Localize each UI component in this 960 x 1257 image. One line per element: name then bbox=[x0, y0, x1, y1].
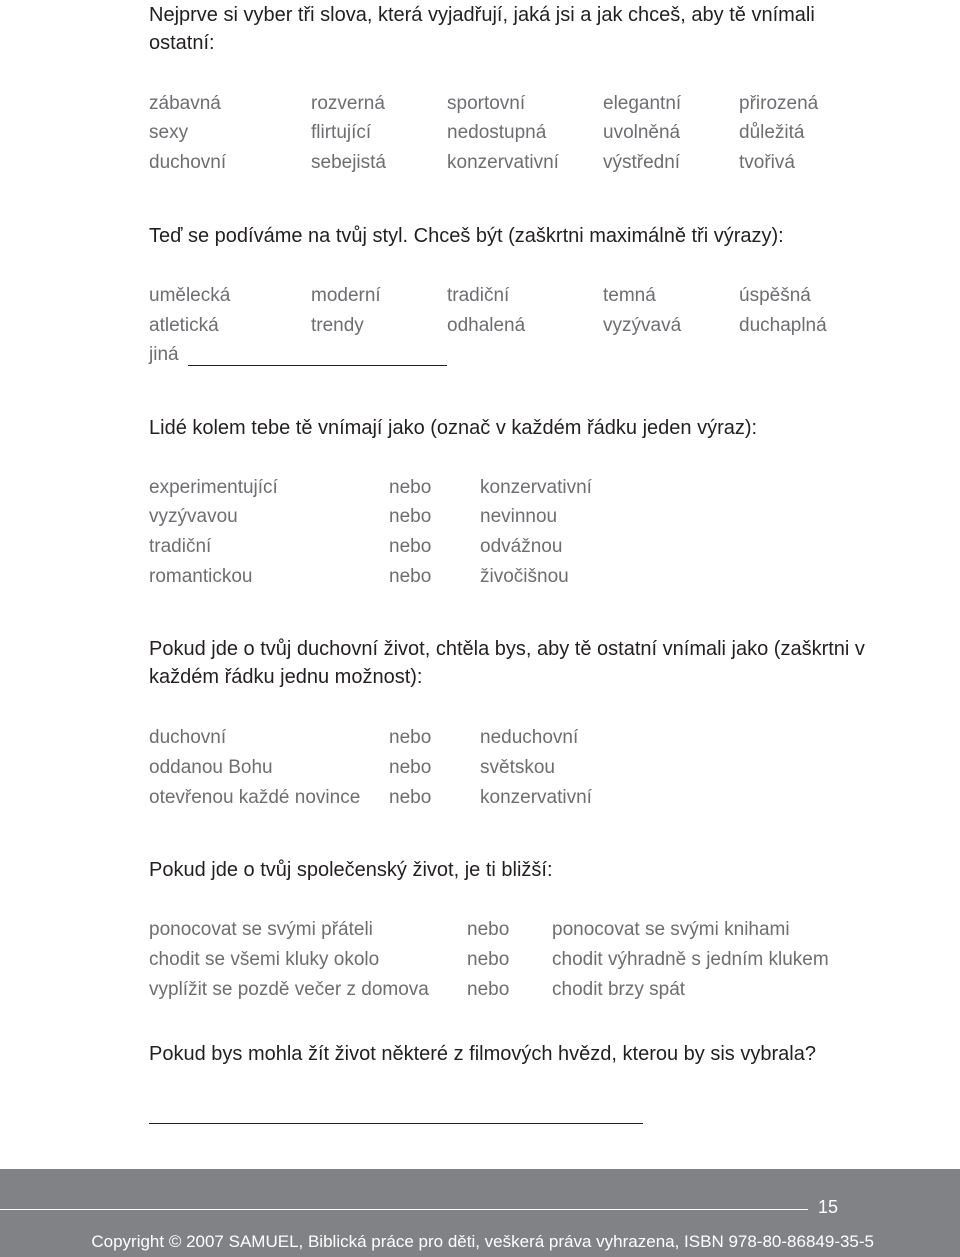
option-tradicni[interactable]: tradiční bbox=[149, 536, 212, 557]
option-zivocisnou[interactable]: živočišnou bbox=[480, 566, 569, 587]
option-experimentujici[interactable]: experimentující bbox=[149, 477, 278, 498]
option-moderni[interactable]: moderní bbox=[311, 285, 381, 306]
option-tvoriva[interactable]: tvořivá bbox=[739, 152, 795, 173]
option-elegantni[interactable]: elegantní bbox=[603, 93, 682, 114]
option-duchaplna[interactable]: duchaplná bbox=[739, 315, 827, 336]
option-sebejista[interactable]: sebejistá bbox=[311, 152, 386, 173]
option-vyzyvava[interactable]: vyzývavá bbox=[603, 315, 682, 336]
option-konzervativni[interactable]: konzervativní bbox=[480, 787, 592, 808]
separator-nebo: nebo bbox=[389, 477, 432, 498]
option-romantickou[interactable]: romantickou bbox=[149, 566, 253, 587]
option-temna[interactable]: temná bbox=[603, 285, 656, 306]
option-prirozena[interactable]: přirozená bbox=[739, 93, 819, 114]
option-otevrenou-kazde-novince[interactable]: otevřenou každé novince bbox=[149, 787, 361, 808]
question-spiritual-life: Pokud jde o tvůj duchovní život, chtěla bys, aby tě ostatní vnímali jako (zaškrtni v každém řádku jednu možnost): bbox=[149, 638, 865, 688]
option-flirtujici[interactable]: flirtující bbox=[311, 122, 372, 143]
option-zabavna[interactable]: zábavná bbox=[149, 93, 221, 114]
option-neduchovni[interactable]: neduchovní bbox=[480, 727, 579, 748]
footer-bar bbox=[0, 1169, 960, 1257]
option-konzervativni[interactable]: konzervativní bbox=[480, 477, 592, 498]
separator-nebo: nebo bbox=[389, 787, 432, 808]
option-umelecka[interactable]: umělecká bbox=[149, 285, 231, 306]
option-trendy[interactable]: trendy bbox=[311, 315, 364, 336]
separator-nebo: nebo bbox=[389, 536, 432, 557]
option-vystredni[interactable]: výstřední bbox=[603, 152, 681, 173]
option-rozverna[interactable]: rozverná bbox=[311, 93, 385, 114]
option-svetskou[interactable]: světskou bbox=[480, 757, 555, 778]
option-odhalena[interactable]: odhalená bbox=[447, 315, 526, 336]
option-oddanou-bohu[interactable]: oddanou Bohu bbox=[149, 757, 273, 778]
option-tradicni[interactable]: tradiční bbox=[447, 285, 510, 306]
question-social-life: Pokud jde o tvůj společenský život, je ti bližší: bbox=[149, 859, 553, 881]
option-vyzyvavou[interactable]: vyzývavou bbox=[149, 506, 238, 527]
question-perception: Lidé kolem tebe tě vnímají jako (označ v každém řádku jeden výraz): bbox=[149, 417, 758, 439]
option-ponocovat-s-knihami[interactable]: ponocovat se svými knihami bbox=[552, 919, 790, 940]
option-chodit-brzy-spat[interactable]: chodit brzy spát bbox=[552, 979, 686, 1000]
option-chodit-s-jednim[interactable]: chodit výhradně s jedním klukem bbox=[552, 949, 829, 970]
option-dulezita[interactable]: důležitá bbox=[739, 122, 805, 143]
film-star-answer-line[interactable] bbox=[149, 1123, 643, 1124]
question-style: Teď se podíváme na tvůj styl. Chceš být (zaškrtni maximálně tři výrazy): bbox=[149, 225, 784, 247]
option-sportovni[interactable]: sportovní bbox=[447, 93, 526, 114]
separator-nebo: nebo bbox=[467, 919, 510, 940]
option-uspesna[interactable]: úspěšná bbox=[739, 285, 811, 306]
separator-nebo: nebo bbox=[389, 727, 432, 748]
separator-nebo: nebo bbox=[389, 566, 432, 587]
separator-nebo: nebo bbox=[389, 757, 432, 778]
option-chodit-se-vsemi[interactable]: chodit se všemi kluky okolo bbox=[149, 949, 380, 970]
option-duchovni[interactable]: duchovní bbox=[149, 152, 227, 173]
question-word-choice: Nejprve si vyber tři slova, která vyjadřují, jaká jsi a jak chceš, aby tě vnímali ostatní: bbox=[149, 4, 815, 54]
separator-nebo: nebo bbox=[467, 949, 510, 970]
question-film-star: Pokud bys mohla žít život některé z filmových hvězd, kterou by sis vybrala? bbox=[149, 1043, 816, 1065]
separator-nebo: nebo bbox=[389, 506, 432, 527]
option-ponocovat-s-prateli[interactable]: ponocovat se svými přáteli bbox=[149, 919, 373, 940]
option-other-label: jiná bbox=[149, 344, 179, 365]
option-vyplizit-se[interactable]: vyplížit se pozdě večer z domova bbox=[149, 979, 429, 1000]
option-nevinnou[interactable]: nevinnou bbox=[480, 506, 558, 527]
option-duchovni[interactable]: duchovní bbox=[149, 727, 227, 748]
option-uvolnena[interactable]: uvolněná bbox=[603, 122, 681, 143]
option-atleticka[interactable]: atletická bbox=[149, 315, 219, 336]
copyright-notice: Copyright © 2007 SAMUEL, Biblická práce pro děti, veškerá práva vyhrazena, ISBN 978-80-86849-35-5 bbox=[91, 1232, 874, 1251]
option-konzervativni[interactable]: konzervativní bbox=[447, 152, 559, 173]
option-odvaznou[interactable]: odvážnou bbox=[480, 536, 563, 557]
option-sexy[interactable]: sexy bbox=[149, 122, 189, 143]
page-number: 15 bbox=[818, 1197, 839, 1217]
other-answer-line[interactable] bbox=[188, 365, 447, 366]
page-number-rule bbox=[0, 1209, 808, 1210]
separator-nebo: nebo bbox=[467, 979, 510, 1000]
option-nedostupna[interactable]: nedostupná bbox=[447, 122, 547, 143]
